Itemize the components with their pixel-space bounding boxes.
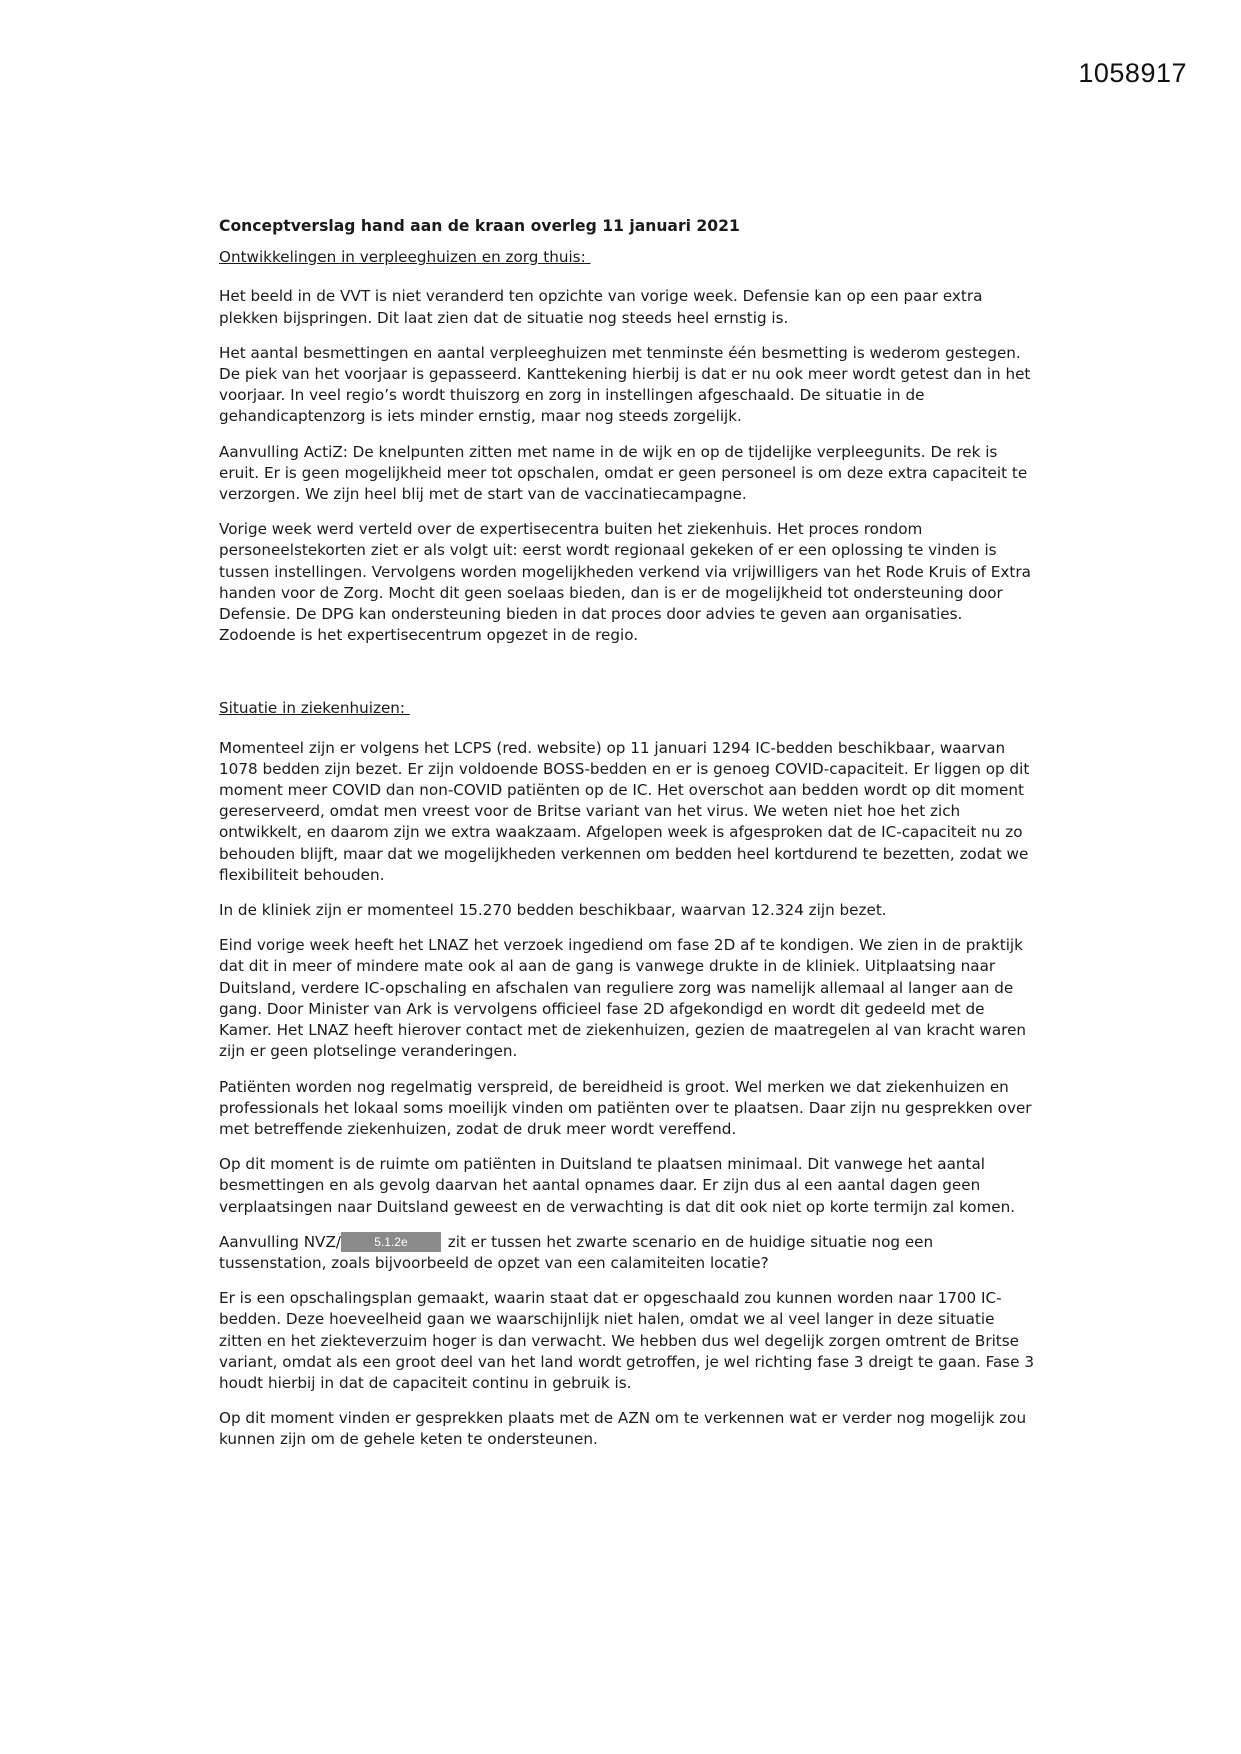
paragraph: Vorige week werd verteld over de expertisecentra buiten het ziekenhuis. Het proces rondom personeelstekorten ziet er als volgt uit: eerst wordt regionaal gekeken of er een oplossing te vinden is tussen instellingen. Vervolgens worden mogelijkheden verkend via vrijwilligers van het Rode Kruis of Extra handen voor de Zorg. Mocht dit geen soelaas bieden, dan is er de mogelijkheid tot ondersteuning door Defensie. De DPG kan ondersteuning bieden in dat proces door advies te geven aan organisaties. Zodoende is het expertisecentrum opgezet in de regio. — [219, 520, 1031, 645]
paragraph: Op dit moment vinden er gesprekken plaats met de AZN om te verkennen wat er verder nog mogelijk zou kunnen zijn om de gehele keten te ondersteunen. — [219, 1409, 1027, 1449]
paragraph: Patiënten worden nog regelmatig verspreid, de bereidheid is groot. Wel merken we dat ziekenhuizen en professionals het lokaal soms moeilijk vinden om patiënten over te plaatsen. Daar zijn nu gesprekken over met betreffende ziekenhuizen, zodat de druk meer wordt vereffend. — [219, 1077, 1032, 1138]
paragraph: Het beeld in de VVT is niet veranderd ten opzichte van vorige week. Defensie kan op een paar extra plekken bijspringen. Dit laat zien dat de situatie nog steeds heel ernstig is. — [219, 287, 983, 327]
paragraph: Aanvulling ActiZ: De knelpunten zitten met name in de wijk en op de tijdelijke verpleegunits. De rek is eruit. Er is geen mogelijkheid meer tot opschalen, omdat er geen personeel is om deze extra capaciteit te verzorgen. We zijn heel blij met de start van de vaccinatiecampagne. — [219, 442, 1028, 504]
section-heading-nursing-homes: Ontwikkelingen in verpleeghuizen en zorg thuis: — [219, 248, 591, 267]
paragraph: Momenteel zijn er volgens het LCPS (red. website) op 11 januari 1294 IC-bedden beschikbaar, waarvan 1078 bedden zijn bezet. Er zijn voldoende BOSS-bedden en er is genoeg COVID-capaciteit. Er liggen op dit moment meer COVID dan non-COVID patiënten op de IC. Het overschot aan bedden wordt op dit moment gereserveerd, omdat men vreest voor de Britse variant van het virus. We weten niet hoe het zich ontwikkelt, en daarom zijn we extra waakzaam. Afgelopen week is afgesproken dat de IC-capaciteit nu zo behouden blijft, maar dat we mogelijkheden verkennen om bedden heel kortdurend te bezetten, zodat we flexibiliteit behouden. — [219, 738, 1030, 884]
paragraph: In de kliniek zijn er momenteel 15.270 bedden beschikbaar, waarvan 12.324 zijn bezet. — [219, 901, 887, 920]
document-number: 1058917 — [1078, 58, 1187, 88]
document-title: Conceptverslag hand aan de kraan overleg 11 januari 2021 — [219, 217, 740, 235]
paragraph: Op dit moment is de ruimte om patiënten in Duitsland te plaatsen minimaal. Dit vanwege het aantal besmettingen en als gevolg daarvan het aantal opnames daar. Er zijn dus al een aantal dagen geen verplaatsingen naar Duitsland geweest en de verwachting is dat dit ook niet op korte termijn zal komen. — [219, 1155, 1016, 1216]
paragraph: Het aantal besmettingen en aantal verpleeghuizen met tenminste één besmetting is wederom gestegen. De piek van het voorjaar is gepasseerd. Kanttekening hierbij is dat er nu ook meer wordt getest dan in het voorjaar. In veel regio’s wordt thuiszorg en zorg in instellingen afgeschaald. De situatie in de gehandicaptenzorg is iets minder ernstig, maar nog steeds zorgelijk. — [219, 343, 1031, 426]
document-body — [219, 216, 1039, 1465]
section-spacer — [219, 660, 1039, 698]
section-heading-hospitals: Situatie in ziekenhuizen: — [219, 699, 410, 718]
redaction-box: 5.1.2e — [341, 1232, 441, 1252]
nvz-suffix: zit er tussen het zwarte scenario en de huidige situatie nog een tussenstation, zoals bijvoorbeeld de opzet van een calamiteiten locatie? — [219, 1232, 934, 1272]
paragraph-nvz — [219, 1232, 1039, 1274]
paragraph: Eind vorige week heeft het LNAZ het verzoek ingediend om fase 2D af te kondigen. We zien in de praktijk dat dit in meer of mindere mate ook al aan de gang is vanwege drukte in de kliniek. Uitplaatsing naar Duitsland, verdere IC-opschaling en afschalen van reguliere zorg was namelijk allemaal al langer aan de gang. Door Minister van Ark is vervolgens officieel fase 2D afgekondigd en wordt dit gedeeld met de Kamer. Het LNAZ heeft hierover contact met de ziekenhuizen, gezien de maatregelen al van kracht waren zijn er geen plotselinge veranderingen. — [219, 936, 1027, 1061]
paragraph: Er is een opschalingsplan gemaakt, waarin staat dat er opgeschaald zou kunnen worden naar 1700 IC-bedden. Deze hoeveelheid gaan we waarschijnlijk niet halen, omdat we al veel langer in deze situatie zitten en het ziekteverzuim hoger is dan verwacht. We hebben dus wel degelijk zorgen omtrent de Britse variant, omdat als een groot deel van het land wordt getroffen, je wel richting fase 3 dreigt te gaan. Fase 3 houdt hierbij in dat de capaciteit continu in gebruik is. — [219, 1289, 1035, 1392]
nvz-prefix: Aanvulling NVZ/ — [219, 1232, 341, 1251]
